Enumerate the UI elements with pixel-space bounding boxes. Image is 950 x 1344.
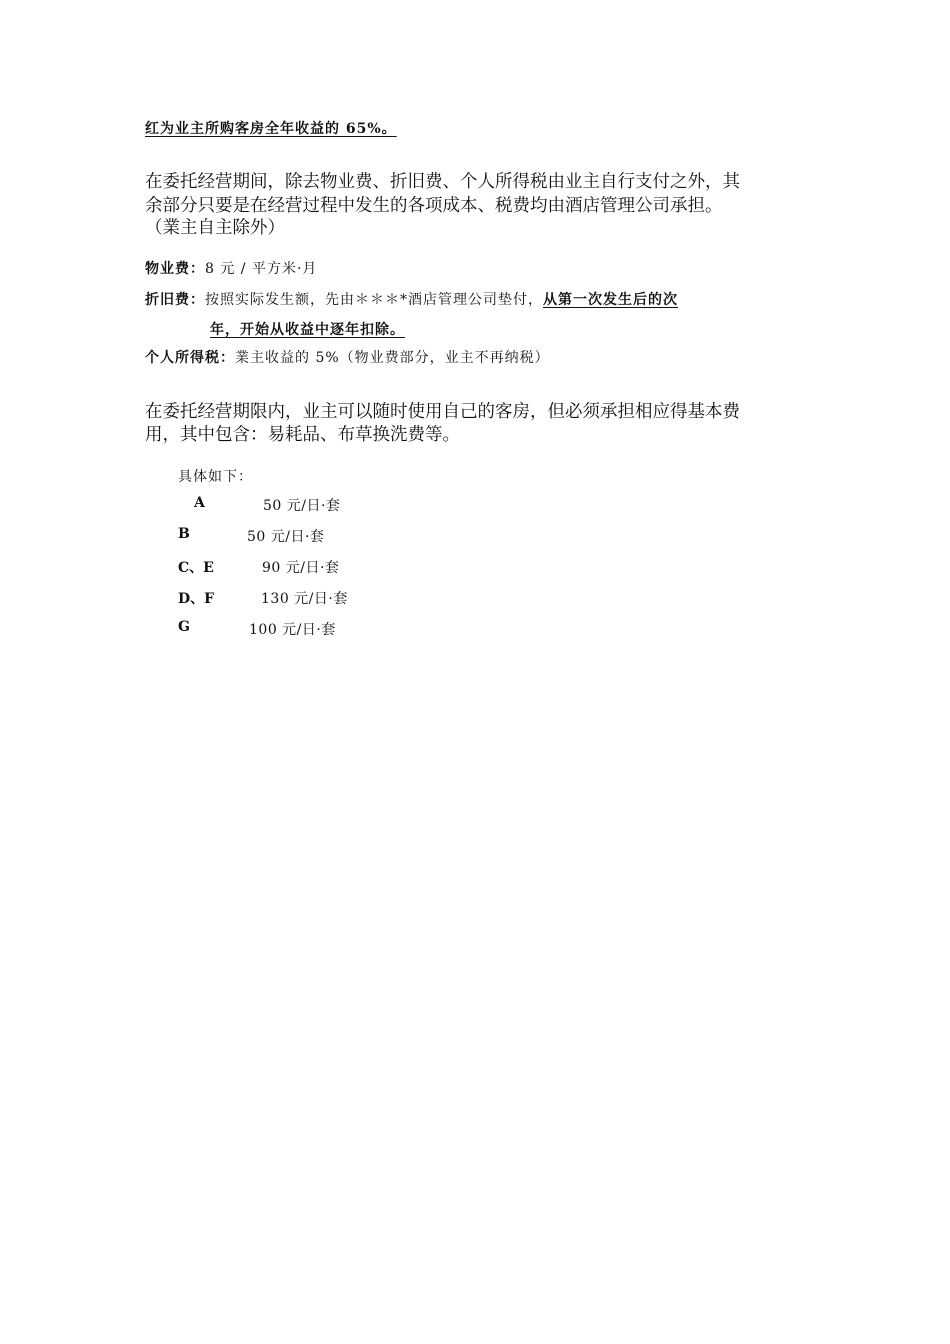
- income-tax-label: 个人所得税：: [145, 350, 235, 366]
- property-fee-label: 物业费：: [145, 261, 205, 277]
- income-tax-value: 業主收益的 5%（物业费部分，业主不再纳税）: [235, 350, 550, 366]
- details-label: 具体如下：: [178, 469, 253, 485]
- paragraph2-line2: 用，其中包含：易耗品、布草换洗费等。: [145, 425, 460, 445]
- rate-code: A: [194, 495, 205, 511]
- rate-code: C、E: [178, 560, 214, 576]
- depreciation-row: [145, 289, 678, 309]
- intro-line: 红为业主所购客房全年收益的 65%。: [145, 121, 397, 137]
- depreciation-label: 折旧费：: [145, 292, 205, 308]
- rate-price: 50 元/日·套: [247, 529, 325, 545]
- rate-row: [0, 588, 950, 608]
- rate-price: 90 元/日·套: [262, 560, 340, 576]
- rate-code: B: [178, 526, 190, 542]
- property-fee-value: 8 元 / 平方米·月: [205, 261, 318, 277]
- rate-row: [0, 557, 950, 577]
- rate-price: 100 元/日·套: [249, 622, 336, 638]
- rate-price: 130 元/日·套: [261, 591, 348, 607]
- property-fee-row: [145, 258, 317, 278]
- depreciation-emphasis-2: 年，开始从收益中逐年扣除。: [210, 322, 405, 338]
- depreciation-text: 按照实际发生额，先由＊＊＊*酒店管理公司垫付，: [205, 292, 543, 308]
- paragraph1-line3: （業主自主除外）: [145, 218, 285, 238]
- rate-code: D、F: [178, 591, 215, 607]
- rate-row: [0, 619, 950, 639]
- rate-row: [0, 526, 950, 546]
- rate-row: [0, 495, 950, 515]
- income-tax-row: [145, 347, 550, 367]
- paragraph1-line1: 在委托经营期间，除去物业费、折旧费、个人所得税由业主自行支付之外，其: [145, 172, 740, 192]
- paragraph1-line2: 余部分只要是在经营过程中发生的各项成本、税费均由酒店管理公司承担。: [145, 196, 723, 216]
- depreciation-emphasis-1: 从第一次发生后的次: [543, 292, 678, 308]
- paragraph2-line1: 在委托经营期限内，业主可以随时使用自己的客房，但必须承担相应得基本费: [145, 402, 740, 422]
- rate-price: 50 元/日·套: [263, 498, 341, 514]
- rate-code: G: [178, 619, 190, 635]
